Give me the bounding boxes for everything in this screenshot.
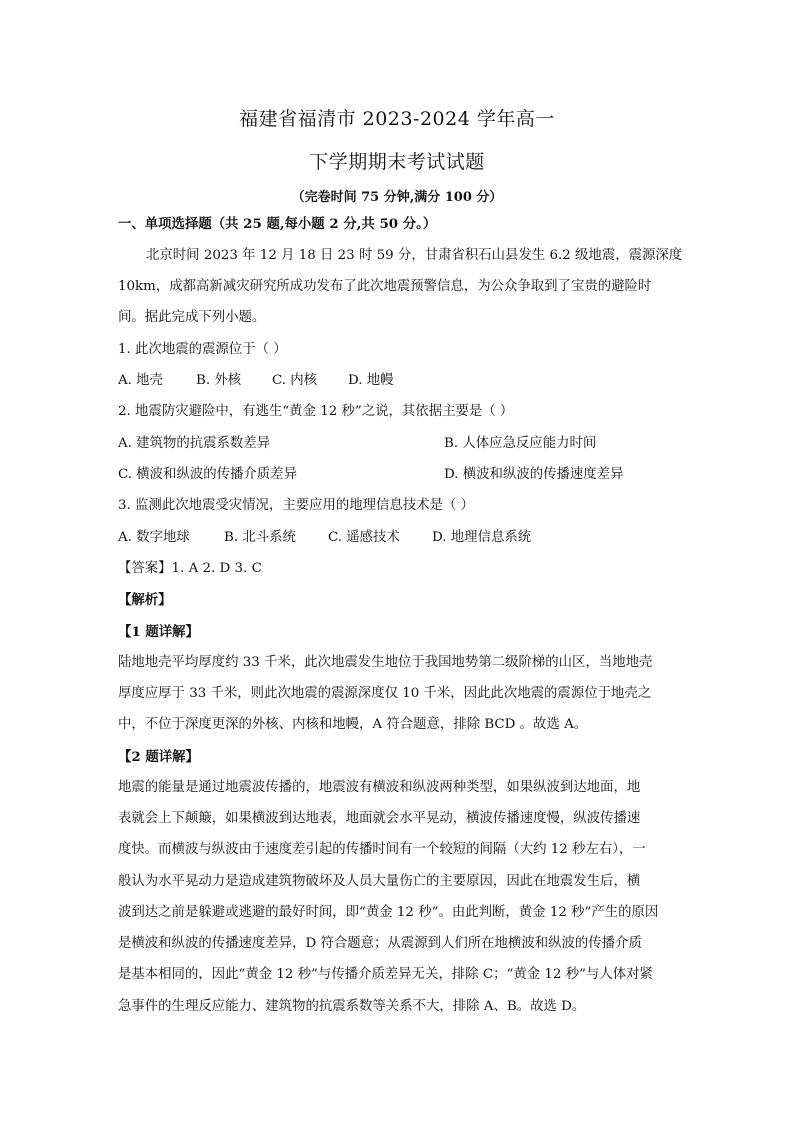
exam-title-line1: 福建省福清市 2023-2024 学年高一 bbox=[239, 108, 555, 130]
detail-2-line: 表就会上下颠簸，如果横波到达地表，地面就会水平晃动，横波传播速度慢，纵波传播速 bbox=[118, 811, 641, 826]
detail-2-line: 是基本相同的，因此“黄金 12 秒”与传播介质差异无关，排除 C；“黄金 12 秒”与人体对紧 bbox=[118, 967, 653, 982]
option-a: A. 建筑物的抗震系数差异 bbox=[118, 436, 271, 451]
option-c: C. 遥感技术 bbox=[328, 530, 400, 545]
detail-1-line: 陆地地壳平均厚度约 33 千米，此次地震发生地位于我国地势第二级阶梯的山区，当地地壳 bbox=[118, 655, 653, 670]
question-2-stem: 2. 地震防灾避险中，有逃生“黄金 12 秒”之说，其依据主要是（ ） bbox=[118, 404, 514, 419]
answer-line: 【答案】1. A 2. D 3. C bbox=[118, 561, 262, 576]
exam-title-line2: 下学期期末考试试题 bbox=[309, 151, 485, 173]
passage-line: 间。据此完成下列小题。 bbox=[118, 310, 266, 325]
detail-1-line: 中，不位于深度更深的外核、内核和地幔，A 符合题意，排除 BCD 。故选 A。 bbox=[118, 717, 588, 732]
option-b: B. 外核 bbox=[196, 373, 242, 388]
option-a: A. 数字地球 bbox=[118, 530, 190, 545]
detail-2-line: 地震的能量是通过地震波传播的，地震波有横波和纵波两种类型，如果纵波到达地面，地 bbox=[118, 780, 641, 795]
detail-2-label: 【2 题详解】 bbox=[118, 749, 199, 765]
option-d: D. 横波和纵波的传播速度差异 bbox=[444, 467, 624, 482]
passage-line: 北京时间 2023 年 12 月 18 日 23 时 59 分，甘肃省积石山县发生 6.2 级地震，震源深度 bbox=[146, 248, 683, 263]
option-c: C. 内核 bbox=[272, 373, 318, 388]
passage-line: 10km，成都高新减灾研究所成功发布了此次地震预警信息，为公众争取到了宝贵的避险时 bbox=[118, 279, 652, 294]
question-1-options bbox=[118, 371, 678, 391]
option-c: C. 横波和纵波的传播介质差异 bbox=[118, 467, 297, 482]
detail-2-line: 度快。而横波与纵波由于速度差引起的传播时间有一个较短的间隔（大约 12 秒左右），一 bbox=[118, 842, 646, 857]
detail-1-line: 厚度应厚于 33 千米，则此次地震的震源深度仅 10 千米，因此此次地震的震源位于地壳之 bbox=[118, 686, 652, 701]
option-d: D. 地理信息系统 bbox=[432, 530, 532, 545]
detail-2-line: 是横波和纵波的传播速度差异，D 符合题意；从震源到人们所在地横波和纵波的传播介质 bbox=[118, 936, 642, 951]
question-1-stem: 1. 此次地震的震源位于（ ） bbox=[118, 342, 287, 357]
question-3-stem: 3. 监测此次地震受灾情况，主要应用的地理信息技术是（ ） bbox=[118, 498, 475, 513]
detail-2-line: 波到达之前是躲避或逃避的最好时间，即“黄金 12 秒”。由此判断，黄金 12 秒”产生的原因 bbox=[118, 905, 659, 920]
option-d: D. 地幔 bbox=[348, 373, 394, 388]
option-b: B. 北斗系统 bbox=[224, 530, 296, 545]
section-heading: 一、单项选择题（共 25 题,每小题 2 分,共 50 分。） bbox=[118, 216, 437, 232]
option-a: A. 地壳 bbox=[118, 373, 163, 388]
question-3-options bbox=[118, 528, 678, 548]
detail-1-label: 【1 题详解】 bbox=[118, 624, 199, 640]
option-b: B. 人体应急反应能力时间 bbox=[444, 436, 597, 451]
detail-2-line: 急事件的生理反应能力、建筑物的抗震系数等关系不大，排除 A、B。故选 D。 bbox=[118, 999, 586, 1014]
exam-subtitle: （完卷时间 75 分钟,满分 100 分） bbox=[291, 190, 503, 205]
analysis-label: 【解析】 bbox=[118, 592, 172, 608]
detail-2-line: 般认为水平晃动力是造成建筑物破坏及人员大量伤亡的主要原因，因此在地震发生后，横 bbox=[118, 874, 641, 889]
